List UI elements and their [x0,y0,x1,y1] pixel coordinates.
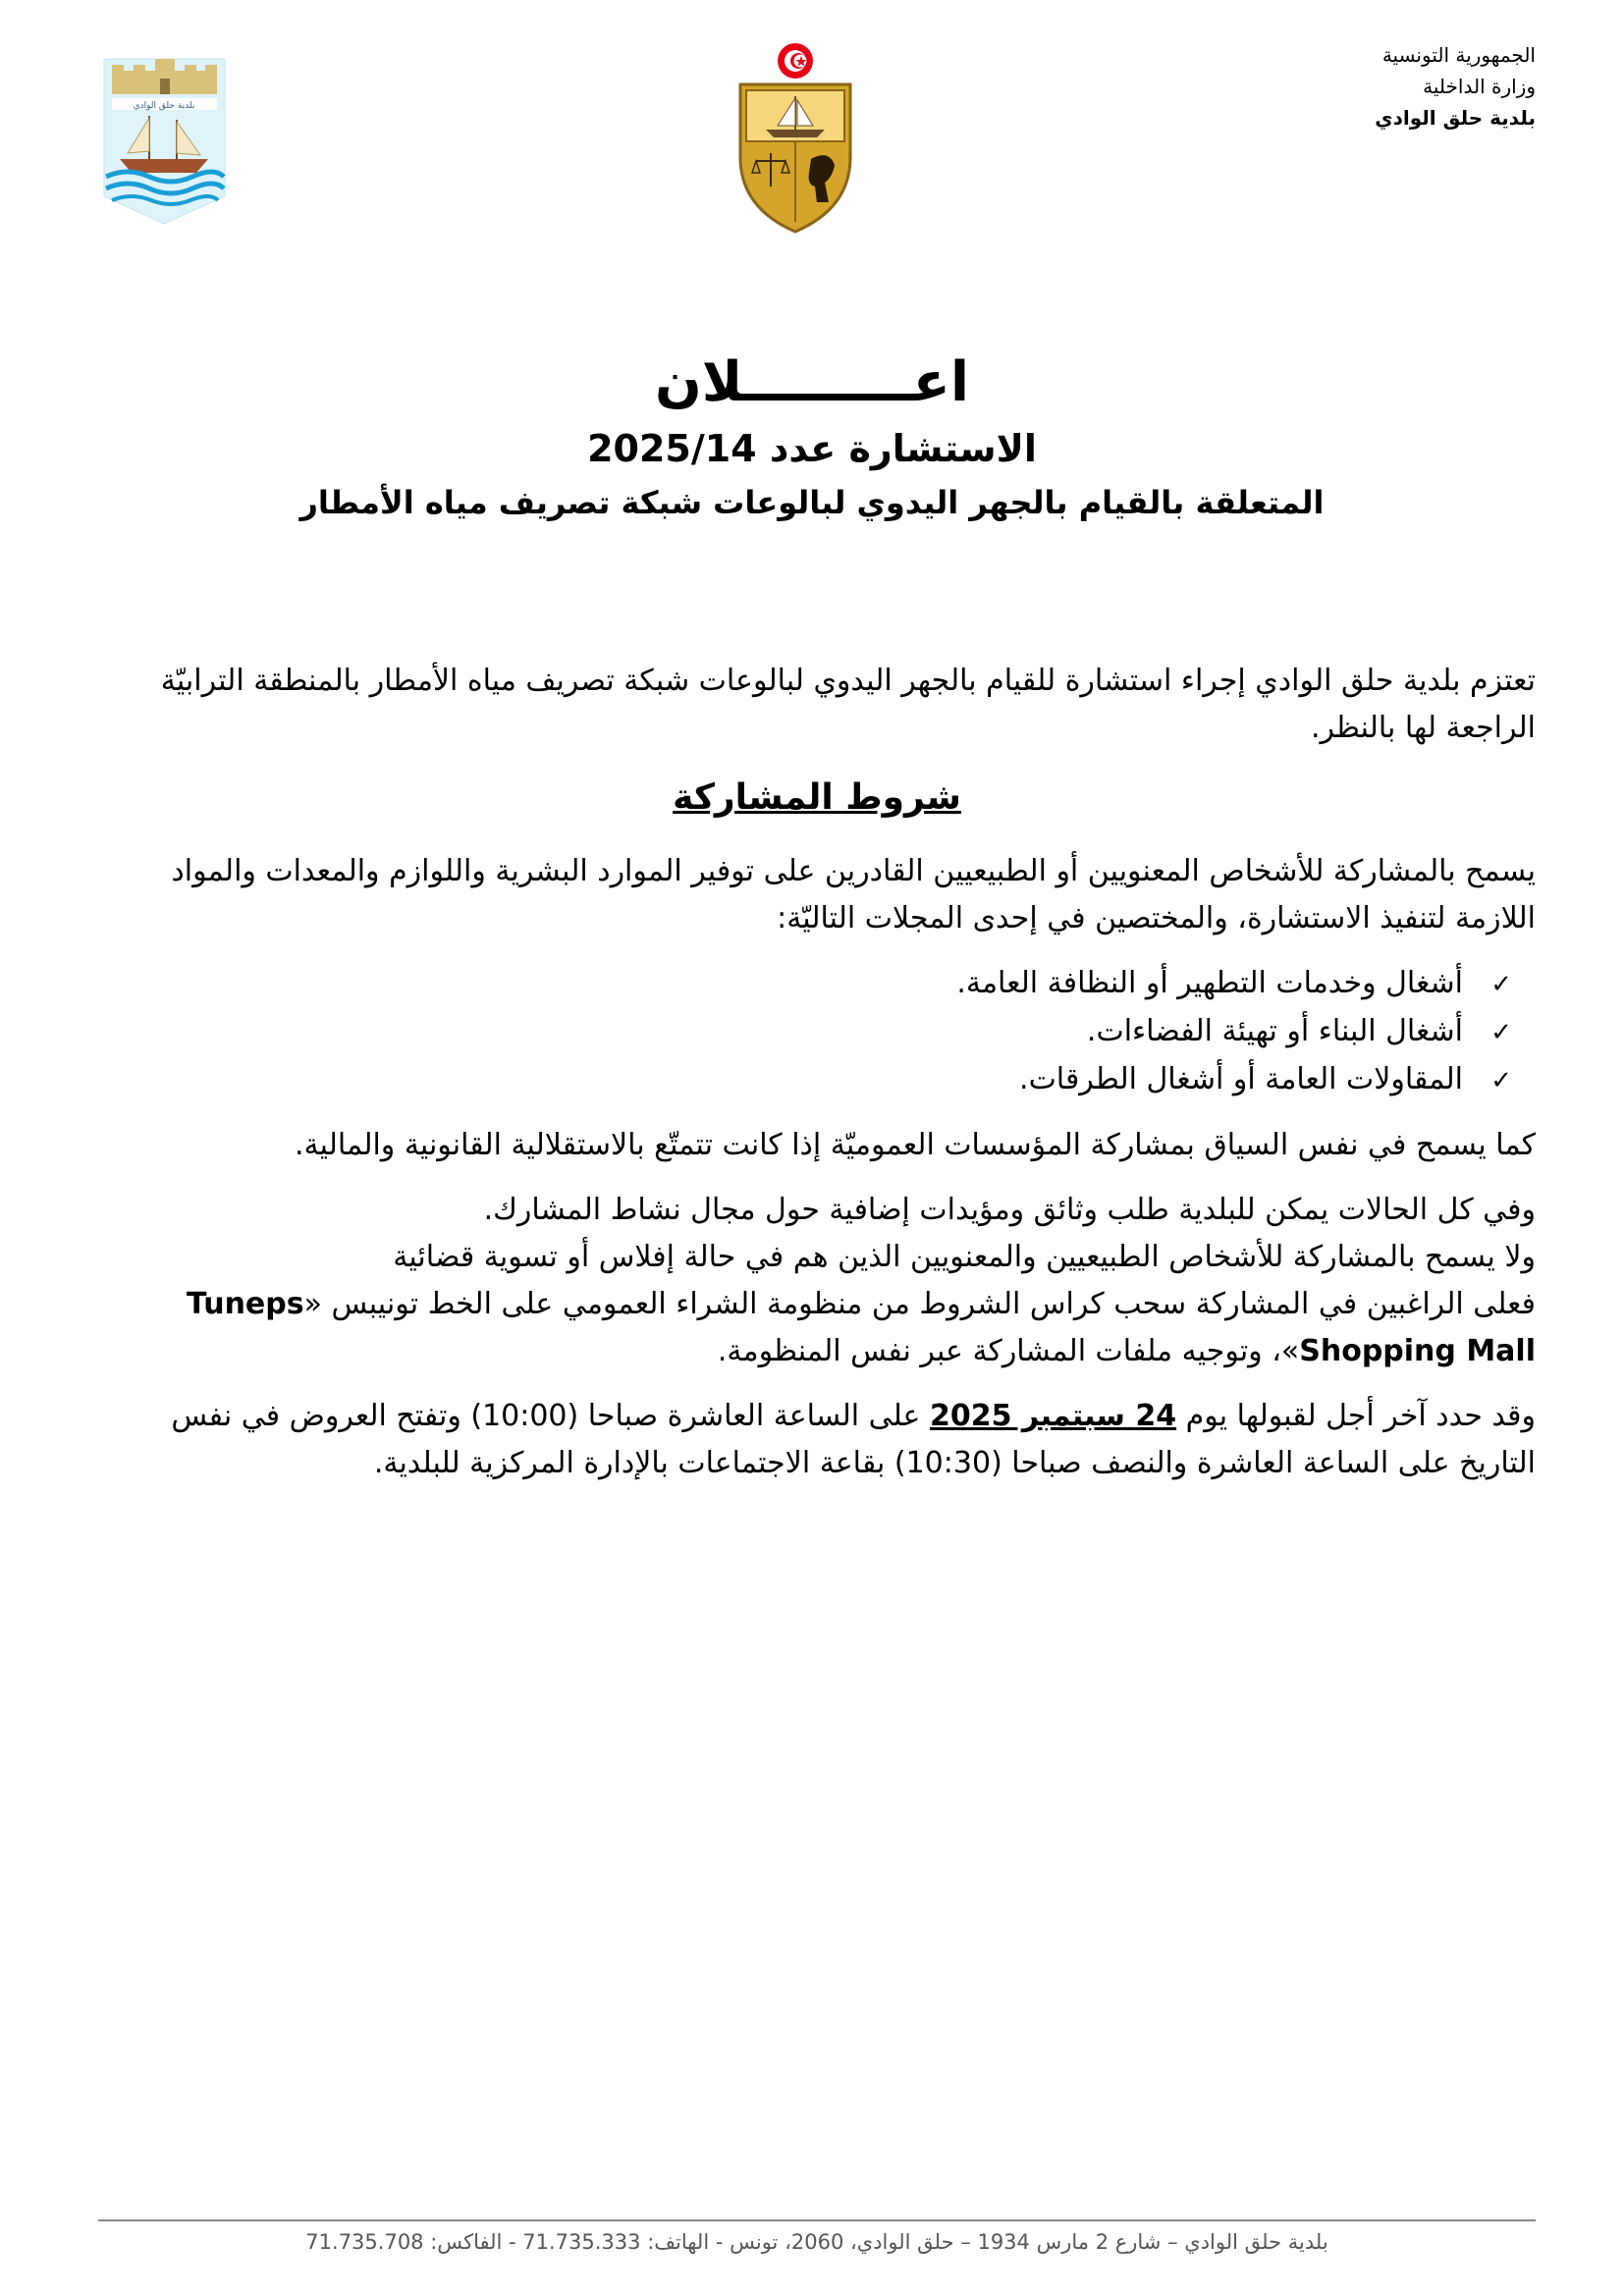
consultation-subject: المتعلقة بالقيام بالجهر اليدوي لبالوعات شبكة تصريف مياه الأمطار [299,484,1325,521]
deadline-paragraph [98,1393,1536,1487]
checkmark-icon: ✓ [1490,1018,1512,1047]
tuneps-platform-name: Tuneps Shopping Mall [187,1287,1536,1368]
list-item-text: أشغال وخدمات التطهير أو النظافة العامة. [956,966,1463,1000]
announcement-heading: اعـــــــــلان [654,350,970,414]
letterhead [1123,39,1536,133]
announcement-body [98,658,1536,1505]
checkmark-icon: ✓ [1490,1066,1512,1095]
exclusion-sentence: ولا يسمح بالمشاركة للأشخاص الطبيعيين والمعنويين الذين هم في حالة إفلاس أو تسوية قضائية [393,1240,1536,1274]
tuneps-text-after: »، وتوجيه ملفات المشاركة عبر نفس المنظومة. [717,1334,1300,1368]
ministry-name: وزارة الداخلية [1423,75,1536,98]
deadline-text-before: وقد حدد آخر أجل لقبولها يوم [1176,1399,1536,1433]
footer-contact: بلدية حلق الوادي – شارع 2 مارس 1934 – حلق الوادي، 2060، تونس - الهاتف: 71.735.333 - الفاكس: 71.735.708 [305,2230,1328,2254]
list-item-text: أشغال البناء أو تهيئة الفضاءات. [1086,1014,1463,1048]
intro-paragraph: تعتزم بلدية حلق الوادي إجراء استشارة للقيام بالجهر اليدوي لبالوعات شبكة تصريف مياه الأمطار بالمنطقة الترابيّة الراجعة لها بالنظر. [160,664,1536,745]
tuneps-sentence [98,1281,1536,1375]
list-item [98,1056,1512,1104]
announcement-title [147,346,1477,530]
footer-divider [98,2219,1536,2221]
municipality-name: بلدية حلق الوادي [1375,106,1536,130]
conditions-heading: شروط المشاركة [673,777,961,818]
deadline-date: 24 سبتمبر 2025 [929,1399,1177,1433]
fields-checklist [98,960,1536,1104]
country-name: الجمهورية التونسية [1381,43,1536,67]
consultation-number: الاستشارة عدد 2025/14 [587,427,1037,470]
tuneps-text-before: فعلى الراغبين في المشاركة سحب كراس الشروط من منظومة الشراء العمومي على الخط تونيبس « [303,1287,1536,1321]
public-institutions-paragraph: كما يسمح في نفس السياق بمشاركة المؤسسات العموميّة إذا كانت تتمتّع بالاستقلالية القانونية والمالية. [295,1128,1536,1162]
deadline-text-after: على الساعة العاشرة صباحا (10:00) وتفتح العروض في نفس التاريخ على الساعة العاشرة والنصف صباحا (10:30) بقاعة الاجتماعات بالإدارة المركزية للبلدية. [171,1399,1536,1480]
documents-sentence: وفي كل الحالات يمكن للبلدية طلب وثائق ومؤيدات إضافية حول مجال نشاط المشارك. [483,1193,1536,1227]
conditions-paragraph: يسمح بالمشاركة للأشخاص المعنويين أو الطبيعيين القادرين على توفير الموارد البشرية واللوازم والمعدات والمواد اللازمة لتنفيذ الاستشارة، والمختصين في إحدى المجلات التاليّة: [171,854,1536,935]
coat-of-arms-emblem [727,39,864,236]
list-item [98,960,1512,1008]
list-item [98,1008,1512,1056]
requirements-block [98,1187,1536,1375]
logo-caption: بلدية حلق الوادي [133,101,195,111]
list-item-text: المقاولات العامة أو أشغال الطرقات. [1019,1062,1463,1096]
checkmark-icon: ✓ [1490,970,1512,999]
municipality-logo [98,49,231,226]
